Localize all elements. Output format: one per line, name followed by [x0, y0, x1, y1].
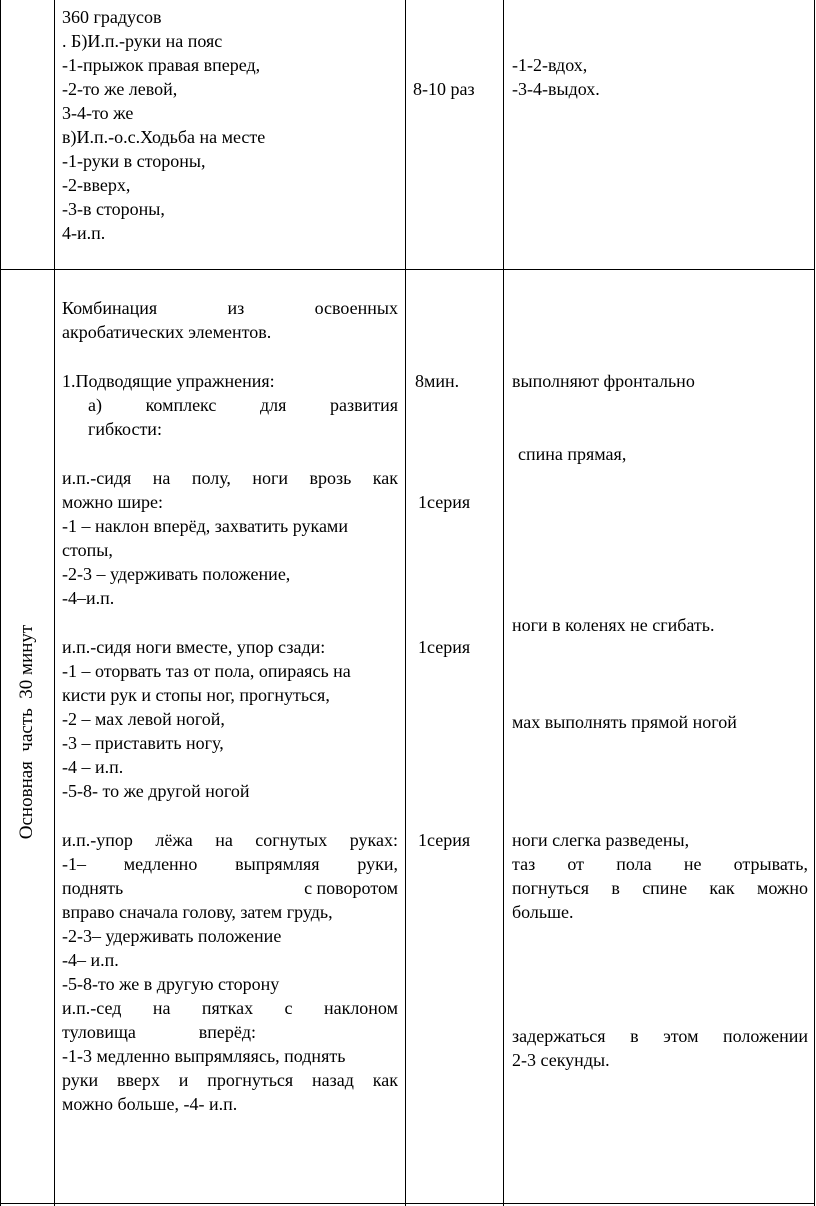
- word: погнуться: [512, 878, 589, 898]
- justified-line: [62, 1020, 256, 1044]
- word: таз: [512, 854, 536, 874]
- text-line: -1-2-вдох,: [512, 55, 588, 75]
- text-line: -4 – и.п.: [62, 757, 124, 777]
- word: положении: [722, 1026, 808, 1046]
- text-line: -2-то же левой,: [62, 79, 178, 99]
- text-line: и.п.-сидя ноги вместе, упор сзади:: [62, 637, 326, 657]
- series-count: 1серия: [418, 830, 471, 850]
- section-label-vertical: Основная часть 30 минут: [16, 624, 37, 840]
- word: не: [683, 854, 702, 874]
- word: от: [567, 854, 585, 874]
- word: пятках: [201, 998, 254, 1018]
- text-line: -5-8-то же в другую сторону: [62, 974, 280, 994]
- text-line: -1 – оторвать таз от пола, опираясь на: [62, 661, 351, 681]
- text-line: -2 – мах левой ногой,: [62, 709, 225, 729]
- word: руки: [62, 1070, 99, 1090]
- word: полу,: [191, 468, 231, 488]
- word: вперёд:: [198, 1022, 256, 1042]
- text-line: -2-3 – удерживать положение,: [62, 564, 291, 584]
- word: комплекс: [145, 395, 217, 415]
- duration-value: 8мин.: [415, 371, 460, 391]
- word: лёжа: [155, 830, 193, 850]
- word: можно: [756, 878, 808, 898]
- text-line: гибкости:: [88, 419, 162, 439]
- text-line: -3-4-выдох.: [512, 79, 600, 99]
- word: Комбинация: [62, 298, 158, 318]
- word: и.п.-упор: [62, 830, 133, 850]
- note-line: ноги в коленях не сгибать.: [512, 615, 715, 635]
- word: -1–: [62, 854, 86, 874]
- text-line: -4–и.п.: [62, 588, 115, 608]
- series-count: 1серия: [418, 492, 471, 512]
- word: на: [152, 998, 171, 1018]
- word: и: [178, 1070, 189, 1090]
- word: а): [88, 395, 102, 415]
- note-line: выполняют фронтально: [512, 371, 695, 391]
- word: освоенных: [314, 298, 398, 318]
- word: назад: [312, 1070, 354, 1090]
- text-line: 3-4-то же: [62, 103, 134, 123]
- word: на: [152, 468, 171, 488]
- word: с: [284, 998, 293, 1018]
- word: прогнуться: [207, 1070, 294, 1090]
- justified-line: [512, 852, 808, 876]
- text-line: 4-и.п.: [62, 223, 106, 243]
- series-count: 1серия: [418, 637, 471, 657]
- word: руки,: [357, 854, 398, 874]
- word: ноги: [252, 468, 289, 488]
- table-col-divider-1: [54, 0, 55, 1206]
- note-line: ноги слегка разведены,: [512, 830, 690, 850]
- word: в: [630, 1026, 639, 1046]
- text-line: -3 – приставить ногу,: [62, 733, 224, 753]
- word: для: [259, 395, 287, 415]
- text-line: -2-вверх,: [62, 175, 131, 195]
- word: врозь: [309, 468, 352, 488]
- note-line: мах выполнять прямой ногой: [512, 712, 737, 732]
- table-row-divider: [0, 269, 815, 270]
- note-line: больше.: [512, 902, 574, 922]
- justified-line: [62, 1068, 398, 1092]
- text-line: можно шире:: [62, 492, 163, 512]
- text-line: -2-3– удерживать положение: [62, 926, 282, 946]
- word: наклоном: [323, 998, 398, 1018]
- table-col-divider-3: [503, 0, 504, 1206]
- word: с поворотом: [304, 878, 398, 898]
- text-line: -1-руки в стороны,: [62, 151, 206, 171]
- text-line: -1-3 медленно выпрямляясь, поднять: [62, 1046, 346, 1066]
- note-line: 2-3 секунды.: [512, 1050, 610, 1070]
- word: спине: [642, 878, 688, 898]
- text-line: вправо сначала голову, затем грудь,: [62, 902, 333, 922]
- word: вверх: [116, 1070, 160, 1090]
- justified-line: [62, 876, 398, 900]
- word: развития: [329, 395, 398, 415]
- text-line: можно больше, -4- и.п.: [62, 1094, 238, 1114]
- word: как: [372, 1070, 398, 1090]
- word: и.п.-сидя: [62, 468, 132, 488]
- text-line: кисти рук и стопы ног, прогнуться,: [62, 685, 330, 705]
- text-line: стопы,: [62, 540, 113, 560]
- word: этом: [663, 1026, 699, 1046]
- word: в: [611, 878, 620, 898]
- word: на: [215, 830, 233, 850]
- note-line: спина прямая,: [518, 444, 627, 464]
- text-line: акробатических элементов.: [62, 322, 272, 342]
- text-line: -1 – наклон вперёд, захватить руками: [62, 516, 348, 536]
- justified-line: [62, 828, 398, 852]
- text-line: . Б)И.п.-руки на пояс: [62, 31, 223, 51]
- table-col-divider-2: [405, 0, 406, 1206]
- text-line: -1-прыжок правая вперед,: [62, 55, 261, 75]
- text-line: в)И.п.-о.с.Ходьба на месте: [62, 127, 266, 147]
- justified-line: [512, 1024, 808, 1048]
- text-line: -4– и.п.: [62, 950, 119, 970]
- word: отрывать,: [733, 854, 808, 874]
- table-border-left: [0, 0, 1, 1206]
- word: согнутых: [255, 830, 328, 850]
- justified-line: [88, 393, 398, 417]
- justified-line: [62, 466, 398, 490]
- word: как: [372, 468, 398, 488]
- text-line: 1.Подводящие упражнения:: [62, 371, 275, 391]
- word: руках:: [349, 830, 398, 850]
- word: выпрямляя: [235, 854, 320, 874]
- word: медленно: [123, 854, 198, 874]
- table-border-right: [814, 0, 815, 1206]
- text-line: -3-в стороны,: [62, 199, 165, 219]
- text-line: -5-8- то же другой ногой: [62, 781, 250, 801]
- justified-line: [512, 876, 808, 900]
- word: задержаться: [512, 1026, 606, 1046]
- text-line: 360 градусов: [62, 7, 162, 27]
- justified-line: [62, 296, 398, 320]
- justified-line: [62, 852, 398, 876]
- word: поднять: [62, 878, 124, 898]
- table-border-bottom: [0, 1203, 815, 1204]
- row1-repetitions: 8-10 раз: [413, 79, 475, 99]
- justified-line: [62, 996, 398, 1020]
- word: туловища: [62, 1022, 136, 1042]
- word: и.п.-сед: [62, 998, 122, 1018]
- word: как: [709, 878, 735, 898]
- word: из: [227, 298, 245, 318]
- word: пола: [616, 854, 652, 874]
